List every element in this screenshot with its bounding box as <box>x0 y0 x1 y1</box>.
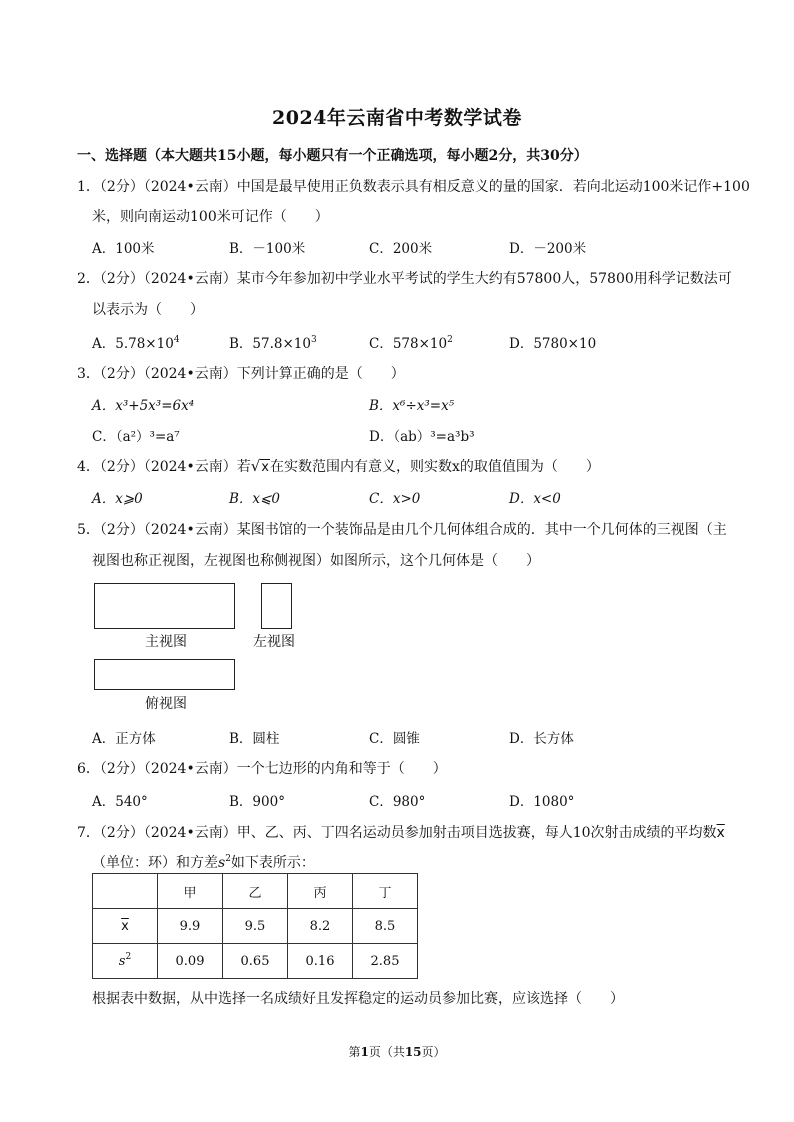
mean-symbol: $\overline{x}$ <box>716 825 725 841</box>
table-header-row <box>93 874 418 909</box>
q4-option-d: D．x<0 <box>509 491 561 507</box>
table-cell: 0.09 <box>158 944 223 979</box>
table-header-cell <box>93 874 158 909</box>
q7-line1 <box>77 822 725 842</box>
q2-option-a <box>92 332 180 352</box>
footer-total-pages: 15 <box>404 1045 422 1059</box>
q2-option-a-exp: 4 <box>173 335 180 345</box>
sqrt-symbol: √x <box>250 457 269 475</box>
q1-option-d: D．－200米 <box>509 241 587 257</box>
q2-option-b-base: B．57.8×10 <box>229 336 311 352</box>
table-row-variance <box>93 944 418 979</box>
variance-symbol: s <box>218 855 226 871</box>
table-header-cell: 丙 <box>288 874 353 909</box>
front-view-label: 主视图 <box>145 634 187 650</box>
q2-option-b-exp: 3 <box>310 335 317 345</box>
variance-label-exp: 2 <box>125 951 132 962</box>
q3-option-b: B．x⁶÷x³=x⁵ <box>369 398 455 414</box>
q1-option-b: B．－100米 <box>229 241 306 257</box>
front-view-rectangle <box>94 583 235 629</box>
q6-option-b: B．900° <box>229 794 285 810</box>
q7-line1-text: 7．（2分）（2024•云南）甲、乙、丙、丁四名运动员参加射击项目选拔赛，每人10次射击成绩的平均数 <box>77 825 717 841</box>
q1-line1: 1．（2分）（2024•云南）中国是最早使用正负数表示具有相反意义的量的国家．若向北运动100米记作+100 <box>77 179 750 195</box>
q4-suffix: 在实数范围内有意义，则实数x的取值值围为（ ） <box>269 459 600 475</box>
q2-option-c-exp: 2 <box>447 335 453 345</box>
q1-line2: 米，则向南运动100米可记作（ ） <box>92 209 329 225</box>
q2-line1: 2．（2分）（2024•云南）某市今年参加初中学业水平考试的学生大约有57800人，57800用科学记数法可 <box>77 271 732 287</box>
section-heading: 一、选择题（本大题共15小题，每小题只有一个正确选项，每小题2分，共30分） <box>77 148 588 164</box>
q3-line1: 3．（2分）（2024•云南）下列计算正确的是（ ） <box>77 366 405 382</box>
q3-option-a: A．x³+5x³=6x⁴ <box>92 398 195 414</box>
q2-option-d-base: D．5780×10 <box>509 336 597 352</box>
q5-line1: 5．（2分）（2024•云南）某图书馆的一个装饰品是由几个几何体组合成的．其中一个几何体的三视图（主 <box>77 522 727 538</box>
left-view-label: 左视图 <box>253 634 295 650</box>
table-cell: 0.16 <box>288 944 353 979</box>
q5-option-b: B．圆柱 <box>229 731 280 747</box>
q6-option-a: A．540° <box>92 794 148 810</box>
table-header-cell: 丁 <box>353 874 418 909</box>
q7-line2 <box>92 852 315 872</box>
q5-line2: 视图也称正视图，左视图也称侧视图）如图所示，这个几何体是（ ） <box>92 553 540 569</box>
q7-line3: 根据表中数据，从中选择一名成绩好且发挥稳定的运动员参加比赛，应该选择（ ） <box>92 991 624 1007</box>
exam-title: 2024年云南省中考数学试卷 <box>272 107 522 129</box>
q4-option-b: B．x⩽0 <box>229 491 280 507</box>
footer-prefix: 第 <box>348 1045 361 1059</box>
footer-mid: 页（共 <box>368 1045 405 1059</box>
left-view-rectangle <box>261 583 292 629</box>
mean-label: $\overline{x}$ <box>121 918 129 934</box>
q6-line1: 6．（2分）（2024•云南）一个七边形的内角和等于（ ） <box>77 761 447 777</box>
table-cell: 9.5 <box>223 909 288 944</box>
top-view-rectangle <box>94 659 235 690</box>
sqrt-radicand: x <box>261 460 269 475</box>
q2-option-d <box>509 332 596 352</box>
table-cell: 8.5 <box>353 909 418 944</box>
q7-line2-prefix: （单位：环）和方差 <box>92 855 218 871</box>
q2-option-c <box>369 332 453 352</box>
q2-option-c-base: C．578×10 <box>369 336 448 352</box>
page-footer <box>0 1043 794 1060</box>
footer-page-number: 1 <box>360 1045 369 1059</box>
table-cell: 9.9 <box>158 909 223 944</box>
q4-line1 <box>77 456 600 476</box>
mean-label-cell <box>93 909 158 944</box>
q2-option-a-base: A．5.78×10 <box>92 336 174 352</box>
table-header-cell: 乙 <box>223 874 288 909</box>
table-cell: 8.2 <box>288 909 353 944</box>
q2-option-b <box>229 332 317 352</box>
table-cell: 0.65 <box>223 944 288 979</box>
q6-option-d: D．1080° <box>509 794 575 810</box>
q5-option-a: A．正方体 <box>92 731 156 747</box>
variance-label-cell <box>93 944 158 979</box>
top-view-label: 俯视图 <box>145 696 187 712</box>
q3-option-d: D．（ab）³=a³b³ <box>369 429 475 445</box>
q6-option-c: C．980° <box>369 794 426 810</box>
q4-option-a: A．x⩾0 <box>92 491 143 507</box>
q1-option-c: C．200米 <box>369 241 433 257</box>
q3-option-c: C．（a²）³=a⁷ <box>92 429 180 445</box>
table-header-cell: 甲 <box>158 874 223 909</box>
footer-suffix: 页） <box>421 1045 446 1059</box>
q2-line2: 以表示为（ ） <box>92 302 204 318</box>
q7-line2-suffix: 如下表所示： <box>230 855 315 871</box>
q5-option-c: C．圆锥 <box>369 731 420 747</box>
table-row-mean <box>93 909 418 944</box>
q4-prefix: 4．（2分）（2024•云南）若 <box>77 459 251 475</box>
q4-option-c: C．x>0 <box>369 491 421 507</box>
q1-option-a: A．100米 <box>92 241 155 257</box>
variance-label: s <box>118 953 126 969</box>
q5-option-d: D．长方体 <box>509 731 574 747</box>
table-cell: 2.85 <box>353 944 418 979</box>
scores-table <box>92 873 418 979</box>
variance-exp: 2 <box>225 854 231 864</box>
